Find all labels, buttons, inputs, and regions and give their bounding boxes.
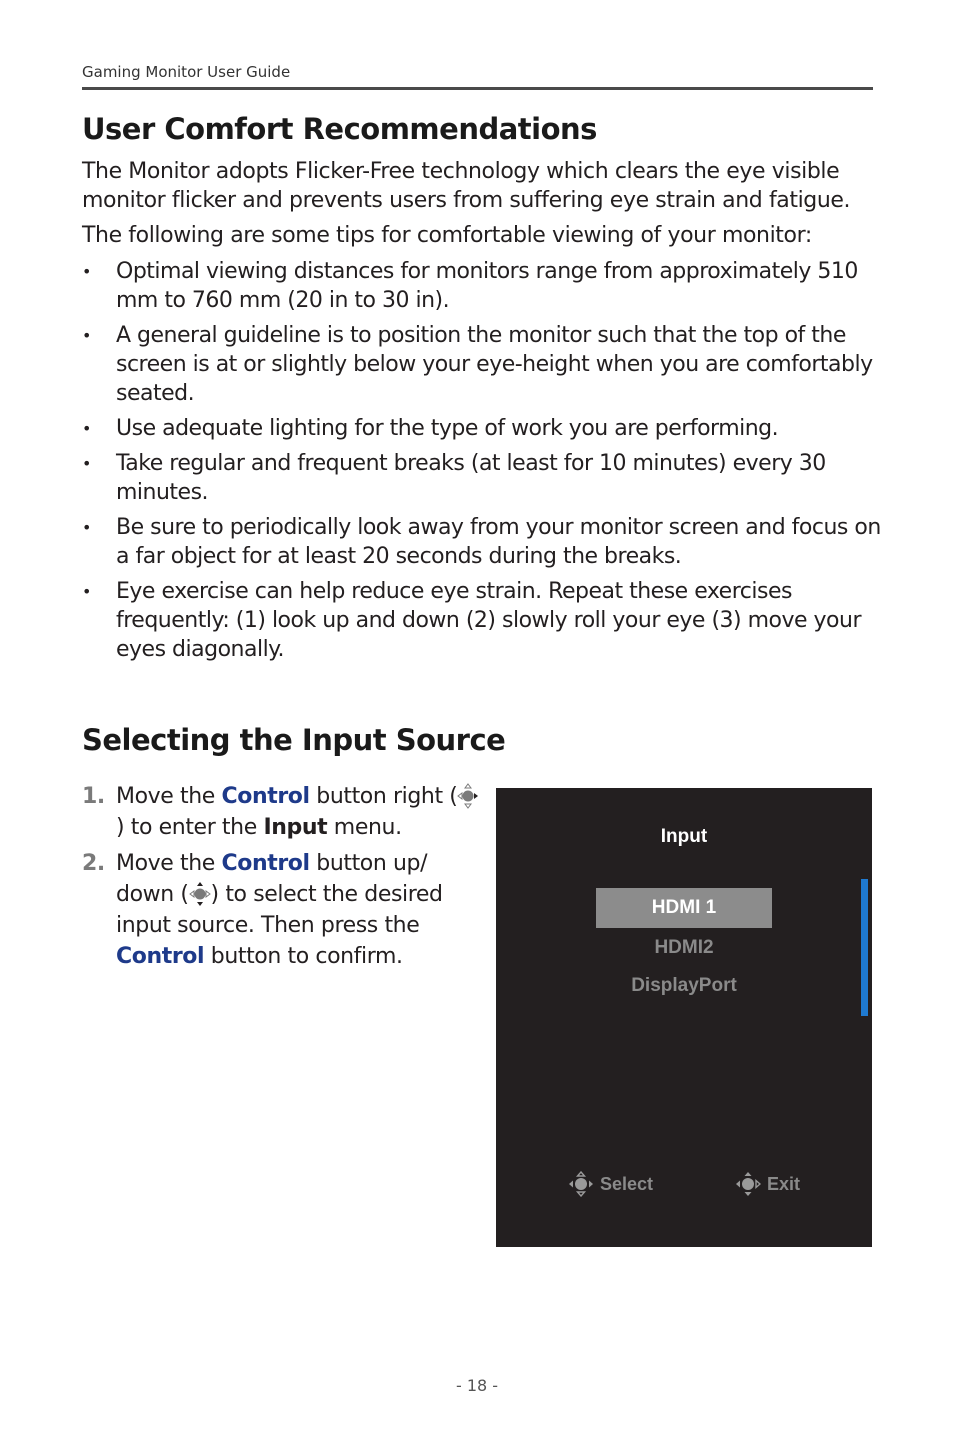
tip-item: • Take regular and frequent breaks (at least for 10 minutes) every 30 minutes. [82, 449, 882, 507]
step-item-2 [82, 848, 482, 972]
osd-option-displayport[interactable]: DisplayPort [631, 975, 737, 996]
step-text: ) to select the desired input source. Then press the [116, 882, 443, 938]
step-text: Move the [116, 851, 222, 876]
joystick-exit-icon [735, 1171, 761, 1197]
guide-title: Gaming Monitor User Guide [82, 63, 291, 81]
tip-item: • Use adequate lighting for the type of work you are performing. [82, 414, 882, 443]
osd-select-label: Select [600, 1173, 654, 1194]
osd-exit-label: Exit [767, 1173, 801, 1194]
joystick-up-down-icon [189, 881, 211, 907]
tips-lead-paragraph: The following are some tips for comfortable viewing of your monitor: [82, 223, 812, 248]
osd-select-hint [568, 1171, 653, 1197]
intro-paragraph: The Monitor adopts Flicker-Free technology which clears the eye visible monitor flicker and prevents users from suffering eye strain and fatigue. [82, 159, 851, 213]
input-steps-list [82, 781, 482, 977]
osd-input-menu [496, 788, 872, 1247]
control-keyword: Control [221, 851, 310, 876]
joystick-right-icon [457, 783, 479, 809]
control-keyword: Control [116, 944, 205, 969]
page-number: - 18 - [455, 1376, 499, 1395]
tip-item: • Eye exercise can help reduce eye strain. Repeat these exercises frequently: (1) look up and down (2) slowly roll your eye (3) move your eyes diagonally. [82, 577, 882, 664]
step-item-1 [82, 781, 482, 843]
osd-option-hdmi2[interactable]: HDMI2 [654, 937, 714, 958]
osd-exit-hint [735, 1171, 800, 1197]
osd-scrollbar [861, 879, 868, 1016]
tip-item: • Optimal viewing distances for monitors range from approximately 510 mm to 760 mm (20 in to 30 in). [82, 257, 882, 315]
input-keyword: Input [263, 815, 328, 840]
header-divider [82, 87, 873, 90]
step-text: button to confirm. [204, 944, 403, 969]
step-text: ) to enter the [116, 815, 264, 840]
step-text: Move the [116, 784, 222, 809]
step-number: 2. [82, 851, 105, 876]
step-text: menu. [327, 815, 402, 840]
osd-option-hdmi1[interactable]: HDMI 1 [596, 888, 772, 928]
step-text: button up/ down ( [116, 851, 428, 907]
comfort-tips-list [82, 257, 882, 670]
section-title-input-source: Selecting the Input Source [82, 723, 506, 757]
osd-title: Input [660, 826, 708, 847]
joystick-select-icon [568, 1171, 594, 1197]
control-keyword: Control [221, 784, 310, 809]
step-number: 1. [82, 784, 105, 809]
step-text: button right ( [309, 784, 458, 809]
section-title-comfort: User Comfort Recommendations [82, 112, 597, 146]
tip-item: • Be sure to periodically look away from your monitor screen and focus on a far object for at least 20 seconds during the breaks. [82, 513, 882, 571]
tip-item: • A general guideline is to position the monitor such that the top of the screen is at or slightly below your eye-height when you are comfortably seated. [82, 321, 882, 408]
